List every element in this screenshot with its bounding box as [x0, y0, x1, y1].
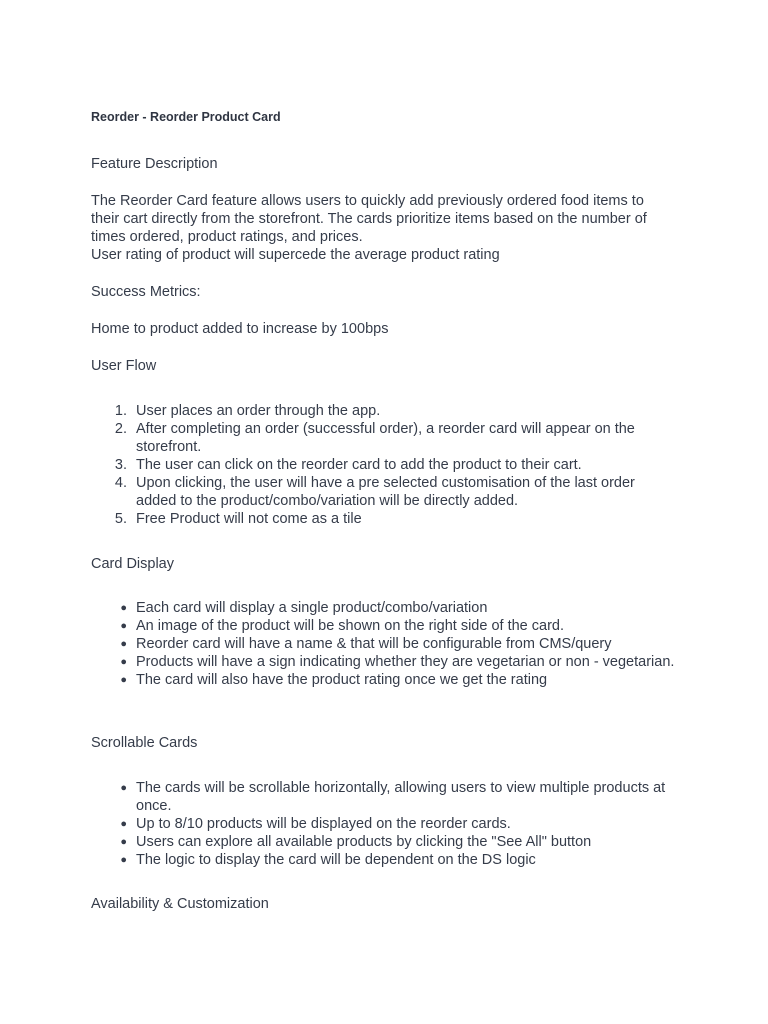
list-item [91, 474, 676, 510]
card-display-heading: Card Display [91, 556, 174, 572]
feature-line: The Reorder Card feature allows users to quickly add previously ordered food items to [91, 193, 644, 209]
bullet-icon: ● [120, 620, 127, 632]
bullet-icon: ● [120, 602, 127, 614]
list-item [91, 635, 676, 653]
bullet-icon: ● [120, 782, 127, 794]
user-flow-list [91, 402, 691, 528]
list-item-text: Users can explore all available products by clicking the "See All" button [136, 834, 592, 850]
list-item-text: Products will have a sign indicating whether they are vegetarian or non - vegetarian. [136, 654, 675, 670]
scrollable-cards-heading: Scrollable Cards [91, 735, 198, 751]
list-item [91, 420, 676, 456]
list-item-text: Reorder card will have a name & that will be configurable from CMS/query [136, 636, 612, 652]
list-item [91, 653, 676, 671]
card-display-list [91, 599, 691, 689]
success-metrics-text: Home to product added to increase by 100bps [91, 321, 389, 337]
list-number: 4. [114, 475, 127, 491]
list-item-text: After completing an order (successful order), a reorder card will appear on the storefront. [136, 421, 635, 455]
list-item [91, 851, 676, 869]
feature-line: times ordered, product ratings, and prices. [91, 229, 363, 245]
list-item [91, 402, 676, 420]
user-flow-heading: User Flow [91, 358, 157, 374]
list-item-text: The logic to display the card will be dependent on the DS logic [136, 852, 536, 868]
feature-line: User rating of product will supercede the average product rating [91, 247, 500, 263]
list-item [91, 599, 676, 617]
availability-heading: Availability & Customization [91, 896, 269, 912]
bullet-icon: ● [120, 638, 127, 650]
list-item [91, 833, 676, 851]
success-metrics-heading: Success Metrics: [91, 284, 201, 300]
scrollable-cards-list [91, 779, 691, 869]
bullet-icon: ● [120, 854, 127, 866]
list-number: 2. [114, 421, 127, 437]
list-number: 5. [114, 511, 127, 527]
document-title: Reorder - Reorder Product Card [91, 110, 281, 124]
feature-line: their cart directly from the storefront. The cards prioritize items based on the number of [91, 211, 647, 227]
bullet-icon: ● [120, 656, 127, 668]
feature-description-heading: Feature Description [91, 156, 218, 172]
list-item-text: The card will also have the product rating once we get the rating [136, 672, 548, 688]
list-item-text: An image of the product will be shown on the right side of the card. [136, 618, 564, 634]
list-item-text: The user can click on the reorder card to add the product to their cart. [136, 457, 582, 473]
bullet-icon: ● [120, 674, 127, 686]
bullet-icon: ● [120, 836, 127, 848]
list-item [91, 815, 676, 833]
list-number: 3. [114, 457, 127, 473]
bullet-icon: ● [120, 818, 127, 830]
feature-description-paragraph [91, 192, 691, 264]
list-item-text: Each card will display a single product/combo/variation [136, 600, 488, 616]
list-item-text: Up to 8/10 products will be displayed on the reorder cards. [136, 816, 511, 832]
list-item [91, 779, 676, 815]
list-item-text: Upon clicking, the user will have a pre selected customisation of the last order added to the product/combo/variation will be directly added. [136, 475, 635, 509]
list-item [91, 671, 676, 689]
list-item [91, 510, 676, 528]
list-item [91, 456, 676, 474]
list-number: 1. [114, 403, 127, 419]
list-item-text: Free Product will not come as a tile [136, 511, 362, 527]
list-item-text: The cards will be scrollable horizontally, allowing users to view multiple products at once. [136, 780, 666, 814]
list-item-text: User places an order through the app. [136, 403, 381, 419]
list-item [91, 617, 676, 635]
